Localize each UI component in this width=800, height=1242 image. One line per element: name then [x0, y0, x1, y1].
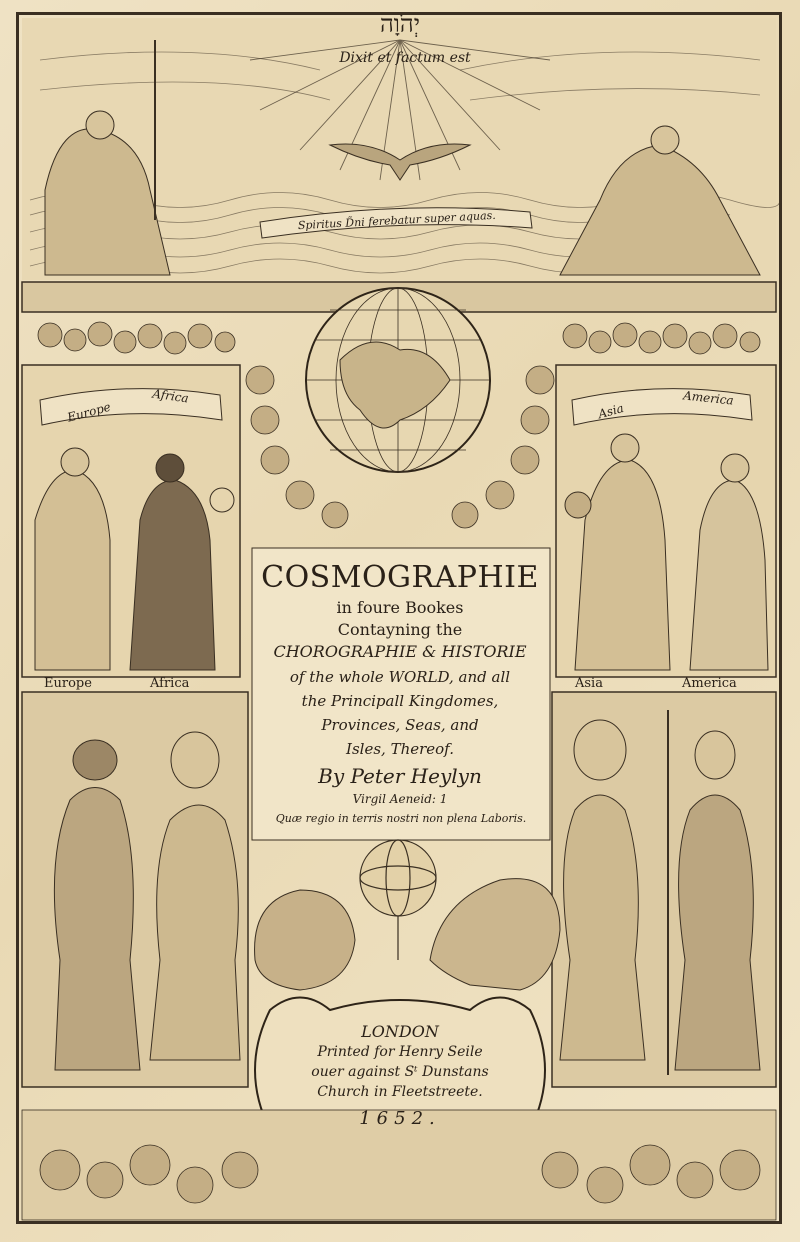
title-line-7: Isles, Thereof.	[346, 740, 454, 758]
divine-name: יְהֹוָה	[379, 10, 421, 38]
lower-right-figures	[552, 692, 776, 1087]
scroll-europe: Europe	[65, 399, 113, 425]
spirit-banner-text: Spiritus D̃ni ferebatur super aquas.	[297, 208, 497, 233]
europe-africa-panel	[22, 365, 240, 677]
title-line-2: Contayning the	[337, 620, 463, 639]
caption-asia: Asia	[575, 676, 603, 691]
title-line-6: Provinces, Seas, and	[321, 716, 479, 734]
caption-africa: Africa	[150, 676, 190, 691]
scroll-america: America	[682, 388, 735, 408]
armillary-sphere	[360, 840, 436, 960]
latin-quote: Quæ regio in terris nostri non plena Laboris.	[275, 812, 527, 825]
lower-left-figures	[22, 692, 248, 1087]
elephant	[430, 879, 560, 990]
imprint-line-4: Church in Fleetstreete.	[317, 1084, 483, 1100]
scroll-africa: Africa	[151, 386, 190, 406]
imprint-line-2: Printed for Henry Seile	[317, 1044, 483, 1060]
caption-america: America	[682, 676, 737, 691]
scroll-asia: Asia	[596, 401, 626, 422]
citation: Virgil Aeneid: 1	[352, 792, 448, 806]
title-main: COSMOGRAPHIE	[261, 560, 539, 595]
imprint-line-1: LONDON	[361, 1022, 439, 1041]
motto: Dixit et factum est	[339, 50, 471, 66]
asia-america-panel	[556, 365, 776, 677]
imprint-year: 1652.	[359, 1108, 441, 1129]
imprint-line-3: ouer against Sᵗ Dunstans	[311, 1064, 489, 1080]
author: By Peter Heylyn	[318, 764, 482, 788]
title-line-3: CHOROGRAPHIE & HISTORIE	[273, 642, 527, 661]
world-globe	[306, 288, 490, 472]
lion	[255, 890, 355, 990]
title-line-1: in foure Bookes	[336, 598, 464, 617]
title-line-4: of the whole WORLD, and all	[289, 668, 511, 686]
caption-europe: Europe	[44, 676, 92, 691]
title-line-5: the Principall Kingdomes,	[301, 692, 499, 710]
